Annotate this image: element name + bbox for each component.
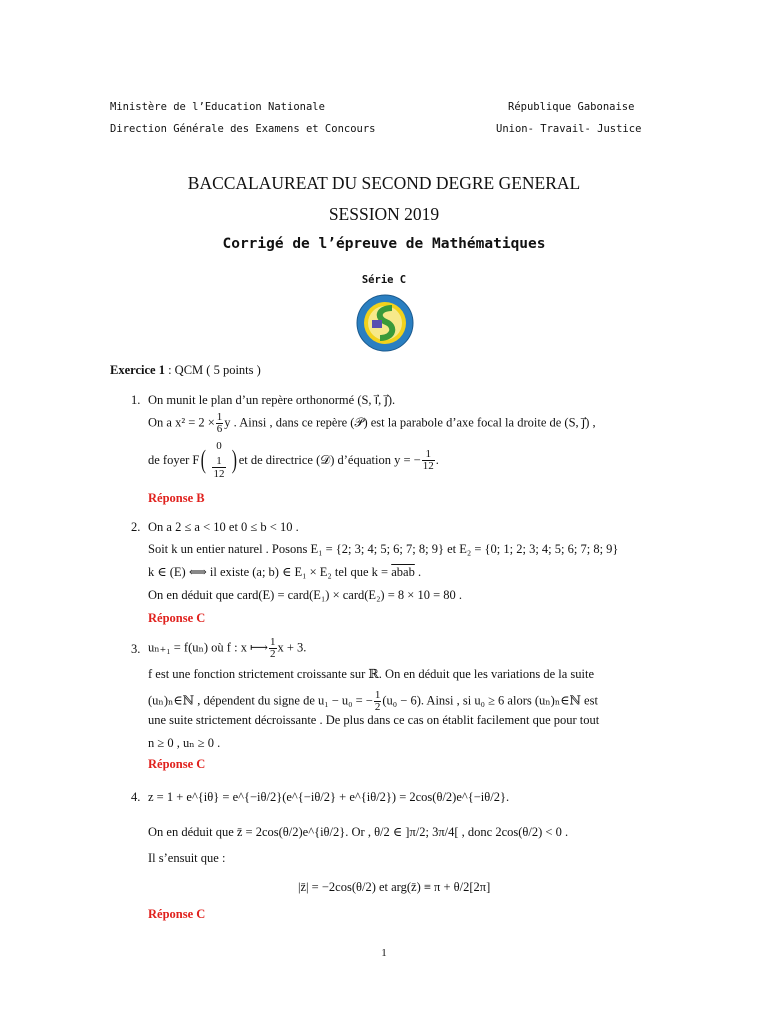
answer-label: Réponse C (148, 757, 206, 771)
item-4-line4: |z̄| = −2cos(θ/2) et arg(z̄) ≡ π + θ/2[2π] (298, 880, 491, 894)
page-number: 1 (381, 947, 387, 959)
answer-label: Réponse B (148, 491, 205, 505)
item-1-line1: On munit le plan d’un repère orthonormé (S, i⃗, j⃗). (148, 393, 396, 407)
answer-label: Réponse C (148, 611, 206, 625)
serie-label: Série C (361, 274, 407, 286)
item-1-line3: de foyer F( 0 1 12 ) et de directrice (𝒟) d’équation y = − $\frac{1}{12}$ . (148, 440, 439, 480)
item-4-line3: Il s’ensuit que : (148, 851, 226, 865)
exercise-title: : QCM ( 5 points ) (164, 363, 261, 377)
item-2-line3: k ∈ (E) ⟺ il existe (a; b) ∈ E₁ × E₂ tel que k = abab . (148, 565, 422, 579)
header-motto: Union- Travail- Justice (496, 123, 642, 135)
item-3-line3: (uₙ)ₙ∈ℕ , dépendent du signe de u₁ − u₀ = − $\frac{1}{2}$ (u₀ − 6). Ainsi , si u₀ ≥ 6 alors (uₙ)ₙ∈ℕ est (148, 689, 598, 713)
item-4-line2: On en déduit que z̄ = 2cos(θ/2)e^{iθ/2}. Or , θ/2 ∈ ]π/2; 3π/4[ , donc 2cos(θ/2) < 0 . (148, 825, 569, 839)
exam-title: BACCALAUREAT DU SECOND DEGRE GENERAL (187, 173, 581, 193)
emblem-logo (356, 294, 414, 352)
header-direction: Direction Générale des Examens et Concours (110, 123, 376, 135)
header-ministry: Ministère de l’Education Nationale (110, 101, 325, 113)
subject-title: Corrigé de l’épreuve de Mathématiques (222, 236, 546, 252)
header-republic: République Gabonaise (508, 101, 635, 113)
item-number: 1. (131, 393, 141, 407)
item-2-line4: On en déduit que card(E) = card(E₁) × card(E₂) = 8 × 10 = 80 . (148, 588, 462, 602)
item-3-line4: une suite strictement décroissante . De plus dans ce cas on établit facilement que pour tout (148, 713, 600, 727)
item-number: 3. (131, 642, 141, 656)
exercise-label: Exercice 1 (110, 363, 165, 377)
item-2-line2: Soit k un entier naturel . Posons E₁ = {2; 3; 4; 5; 6; 7; 8; 9} et E₂ = {0; 1; 2; 3; 4; 5; 6; 7; 8; 9} (148, 542, 619, 556)
item-2-line1: On a 2 ≤ a < 10 et 0 ≤ b < 10 . (148, 520, 299, 534)
session-title: SESSION 2019 (328, 204, 440, 224)
item-3-line5: n ≥ 0 , uₙ ≥ 0 . (148, 736, 221, 750)
item-3-line2: f est une fonction strictement croissante sur ℝ. On en déduit que les variations de la suite (148, 667, 595, 681)
item-4-line1: z = 1 + e^{iθ} = e^{−iθ/2}(e^{−iθ/2} + e^{iθ/2}) = 2cos(θ/2)e^{−iθ/2}. (148, 790, 510, 804)
exercise-heading (110, 362, 261, 378)
item-number: 2. (131, 520, 141, 534)
item-1-line2: On a x² = 2 × $\frac{1}{6}$ y . Ainsi , dans ce repère (𝒫) est la parabole d’axe focal la droite de (S, j⃗) , (148, 411, 596, 435)
item-3-line1: uₙ₊₁ = f(uₙ) où f : x ⟼ $\frac{1}{2}$ x + 3. (148, 636, 307, 660)
answer-label: Réponse C (148, 907, 206, 921)
item-number: 4. (131, 790, 141, 804)
